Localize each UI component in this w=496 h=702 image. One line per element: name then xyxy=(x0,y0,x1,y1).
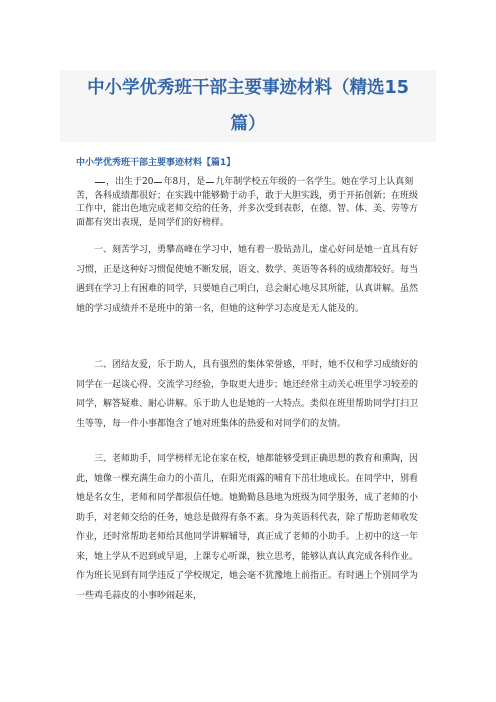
paragraph-teamwork: 二、团结友爱，乐于助人，具有强烈的集体荣誉感，平时，她不仅和学习成绩好的同学在一起谈心得、交流学习经验，争取更大进步；她还经常主动关心班里学习较差的同学，解答疑难、耐心讲解。乐于助人也是她的一大特点。类似在班里帮助同学打扫卫生等等，每一件小事都饱含了她对班集体的热爱和对同学们的友情。 xyxy=(76,360,419,429)
paragraph-helper: 三、老师助手，同学榜样无论在家在校，她都能够受到正确思想的教育和熏陶，因此，她像一棵充满生命力的小苗儿，在阳光雨露的哺育下茁壮地成长。在同学中，别看她是名女生，老师和同学都很信任她。她勤勤恳恳地为班级为同学服务，成了老师的小助手，对老师交给的任务，她总是做得有条不紊。身为英语科代表，除了帮助老师收发作业，还时常帮助老师给其他同学讲解辅导，真正成了老师的小助手。上初中的这一年来，她上学从不迟到或早退，上课专心听课，独立思考，能够认真认真完成各科作业。作为班长见到有同学违反了学校规定，她会毫不犹豫地上前指正。有时遇上个别同学为一些鸡毛蒜皮的小事吵闹起来， xyxy=(76,454,419,601)
intro-text-c: 九年制学校五年级的一名学生。她在学习上认真刻苦，各科成绩都很好；在实践中能够勤于动手，敢于大胆实践，勇于开拓创新；在班级工作中，能出色地完成老师交给的任务，并多次受到表彰，在德、智、体、美、劳等方面都有突出表现，是同学们的好榜样。 xyxy=(76,177,419,228)
title-line-1: 中小学优秀班干部主要事迹材料（精选15 xyxy=(87,78,409,98)
intro-text-b: 年8月，是 xyxy=(163,177,206,187)
intro-text-a: ，出生于20 xyxy=(106,177,154,187)
blank-school xyxy=(206,181,214,183)
intro-paragraph xyxy=(76,176,422,230)
blank-year xyxy=(154,181,162,183)
document-title xyxy=(60,70,436,142)
title-line-2: 篇） xyxy=(230,114,266,134)
paragraph-study: 一、刻苦学习，勇攀高峰在学习中，她有着一股钻劲儿，虚心好问是她一直具有好习惯，正是这种好习惯促使她不断发展，语文、数学、英语等各科的成绩都较好。每当遇到在学习上有困难的同学，只要她自己明白，总会耐心地尽其所能，认真讲解。虽然她的学习成绩并不是班中的第一名，但她的这种学习态度是无人能及的。 xyxy=(76,245,419,314)
blank-name xyxy=(95,181,105,183)
section-heading: 中小学优秀班干部主要事迹材料【篇1】 xyxy=(76,158,236,168)
